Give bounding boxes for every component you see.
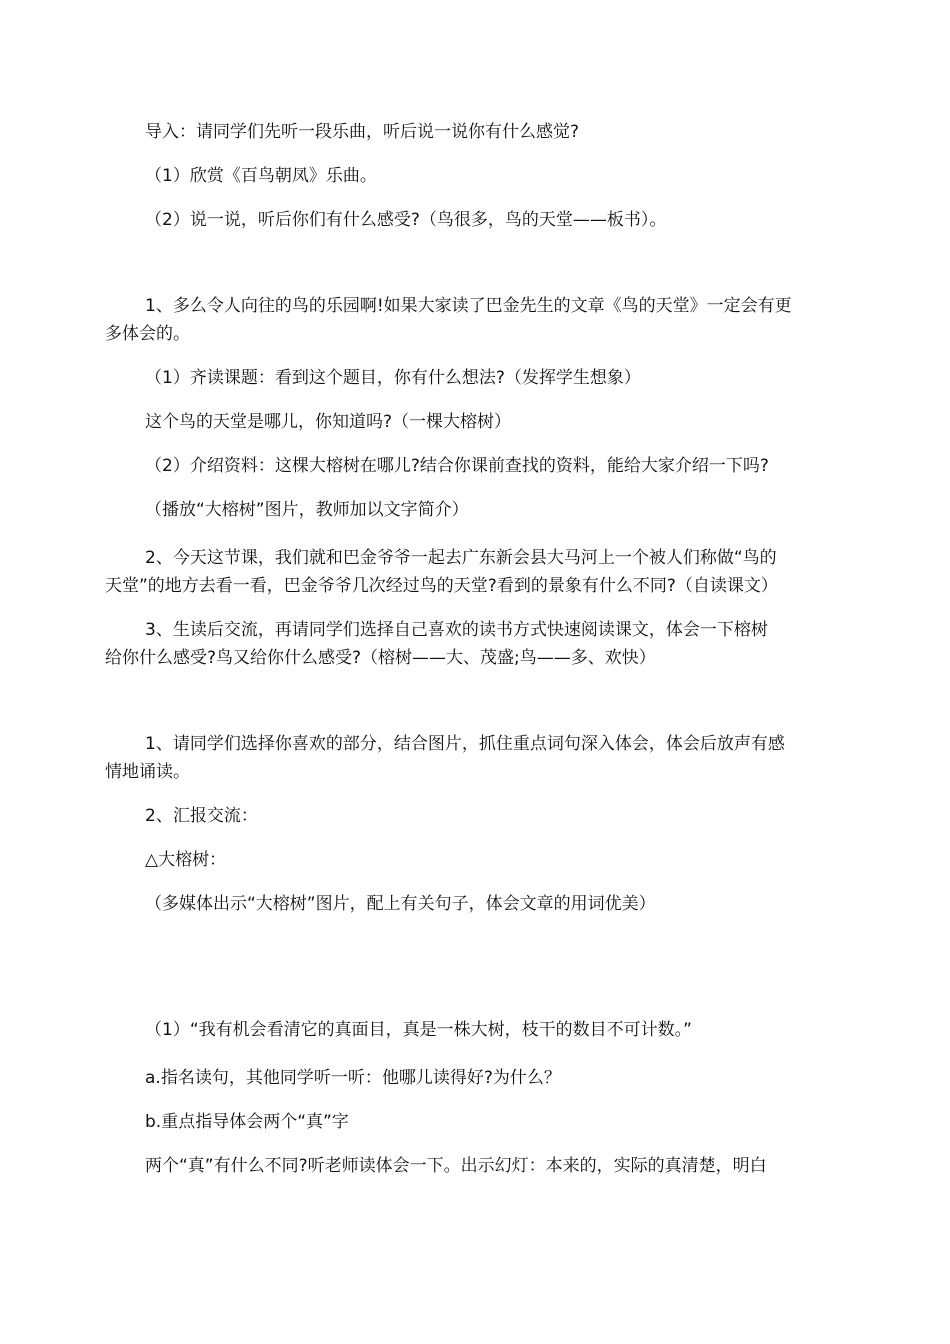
step-1-enjoy-music: （1）欣赏《百鸟朝凤》乐曲。 xyxy=(145,166,377,186)
item-a-line: a.指名读句，其他同学听一听：他哪儿读得好?为什么？ xyxy=(145,1068,561,1088)
section-2-point-1-line-1: 1、请同学们选择你喜欢的部分，结合图片，抓住重点词句深入体会，体会后放声有感 xyxy=(145,734,785,754)
big-banyan-heading: △大榕树： xyxy=(145,850,227,870)
section-1-point-1-line-1: 1、多么令人向往的鸟的乐园啊!如果大家读了巴金先生的文章《鸟的天堂》一定会有更 xyxy=(145,296,792,316)
section-1-point-2-line-1: 2、今天这节课，我们就和巴金爷爷一起去广东新会县大马河上一个被人们称做“鸟的 xyxy=(145,548,777,568)
item-b-line: b.重点指导体会两个“真”字 xyxy=(145,1112,349,1132)
section-1-point-1-line-2: 多体会的。 xyxy=(105,324,190,344)
intro-line: 导入：请同学们先听一段乐曲，听后说一说你有什么感觉? xyxy=(145,122,580,142)
section-1-point-2-line-2: 天堂”的地方去看一看，巴金爷爷几次经过鸟的天堂?看到的景象有什么不同?（自读课文） xyxy=(105,576,778,596)
multimedia-line: （多媒体出示“大榕树”图片，配上有关句子，体会文章的用词优美） xyxy=(145,894,656,914)
report-exchange-line: 2、汇报交流： xyxy=(145,806,258,826)
read-title-line: （1）齐读课题：看到这个题目，你有什么想法?（发挥学生想象） xyxy=(145,368,641,388)
introduce-material-line: （2）介绍资料：这棵大榕树在哪儿?结合你课前查找的资料，能给大家介绍一下吗? xyxy=(145,456,769,476)
section-2-point-1-line-2: 情地诵读。 xyxy=(105,762,190,782)
section-1-point-3-line-1: 3、生读后交流，再请同学们选择自己喜欢的读书方式快速阅读课文，体会一下榕树 xyxy=(145,620,768,640)
section-1-point-3-line-2: 给你什么感受?鸟又给你什么感受?（榕树——大、茂盛;鸟——多、欢快） xyxy=(105,648,656,668)
two-zhen-line: 两个“真”有什么不同?听老师读体会一下。出示幻灯：本来的，实际的真清楚，明白 xyxy=(145,1156,767,1176)
where-is-paradise-line: 这个鸟的天堂是哪儿，你知道吗?（一棵大榕树） xyxy=(145,412,512,432)
play-picture-line: （播放“大榕树”图片，教师加以文字简介） xyxy=(145,500,469,520)
quote-line: （1）“我有机会看清它的真面目，真是一株大树，枝干的数目不可计数。” xyxy=(145,1020,692,1040)
step-2-share-feeling: （2）说一说，听后你们有什么感受?（鸟很多，鸟的天堂——板书）。 xyxy=(145,210,667,230)
